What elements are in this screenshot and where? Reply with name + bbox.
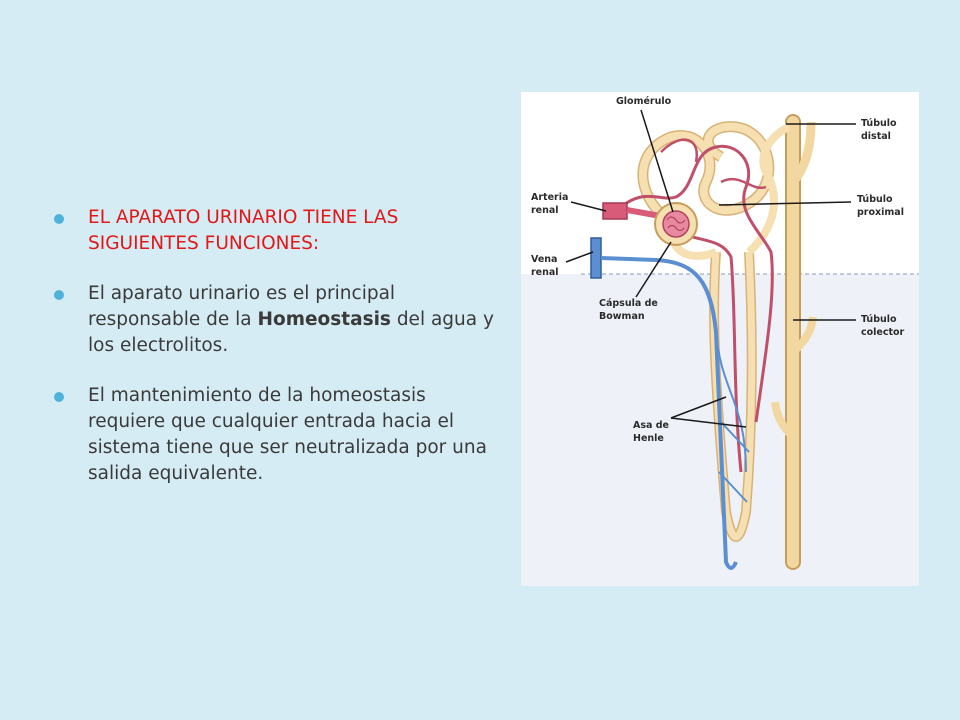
bullet-text-bold: Homeostasis — [257, 309, 391, 330]
nephron-diagram — [521, 92, 919, 586]
nephron-illustration — [521, 92, 919, 586]
bullet-maintenance — [50, 383, 500, 487]
bullet-text-before: El aparato urinario es el principal responsable de la — [88, 283, 396, 330]
bullet-dot — [54, 214, 64, 224]
label-henle: Henle — [633, 433, 664, 444]
bullet-text-after: del agua y los electrolitos. — [88, 309, 494, 356]
label-glomerulo: Glomérulo — [616, 96, 672, 107]
bullet-homeostasis — [50, 281, 500, 359]
label-colector: colector — [861, 327, 905, 338]
label-tubulo-3: Túbulo — [861, 314, 897, 325]
label-renal-arteria: renal — [531, 205, 559, 216]
distal-tubule — [749, 127, 789, 252]
vena-pointer — [566, 252, 593, 262]
label-capsula: Cápsula de — [599, 298, 658, 309]
label-bowman: Bowman — [599, 311, 645, 322]
label-asa: Asa de — [633, 420, 669, 431]
label-tubulo-1: Túbulo — [861, 118, 897, 129]
bullet-heading-text: EL APARATO URINARIO TIENE LAS SIGUIENTES FUNCIONES: — [88, 207, 399, 254]
label-distal: distal — [861, 131, 891, 142]
label-proximal: proximal — [857, 207, 904, 218]
label-vena: Vena — [531, 254, 558, 265]
arteria-pointer — [571, 202, 606, 211]
glomerulus-shape — [663, 211, 689, 237]
renal-vein-segment — [591, 238, 601, 278]
bullet-dot — [54, 290, 64, 300]
label-arteria: Arteria — [531, 192, 569, 203]
bullet-dot — [54, 392, 64, 402]
label-renal-vena: renal — [531, 267, 559, 278]
renal-artery-segment — [603, 203, 627, 219]
bullet-maintenance-text: El mantenimiento de la homeostasis requiere que cualquier entrada hacia el sistema tiene que ser neutralizada por una salida equivalente. — [88, 385, 487, 484]
bullet-heading — [50, 205, 500, 257]
bullet-list — [50, 205, 500, 511]
label-tubulo-2: Túbulo — [857, 194, 893, 205]
